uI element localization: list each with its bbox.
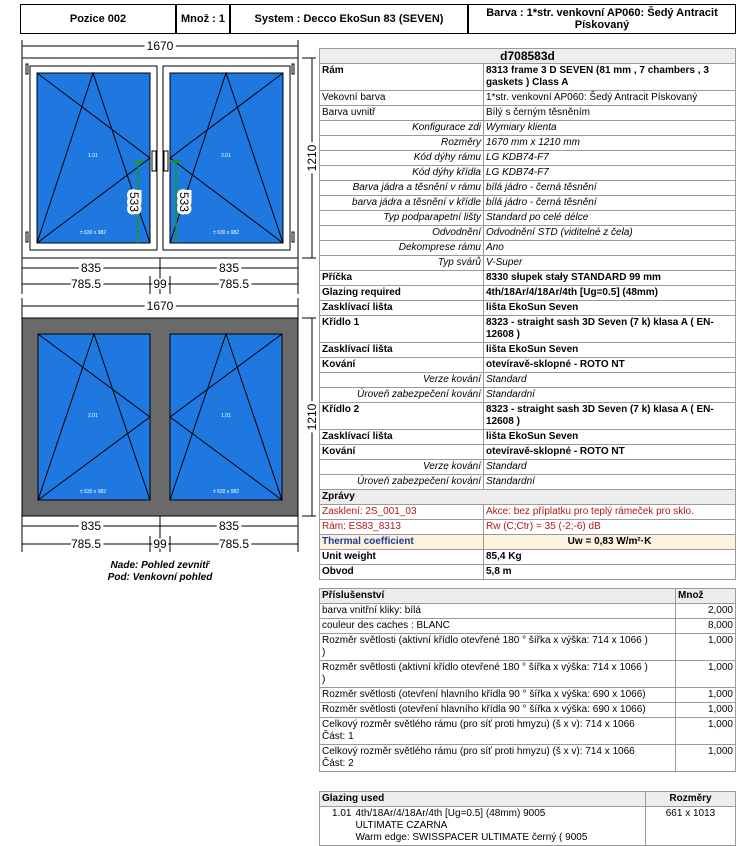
accessory-qty: 1,000 bbox=[676, 661, 736, 688]
accessory-qty: 8,000 bbox=[676, 619, 736, 634]
thermal-value: Uw = 0,83 W/m²·K bbox=[484, 535, 736, 550]
spec-row bbox=[320, 241, 736, 256]
dim-handle-right: 533 bbox=[177, 191, 191, 213]
dim-sash-left: 835 bbox=[80, 261, 102, 275]
spec-value: Wymiary klienta bbox=[484, 121, 736, 136]
dim-glass-left-b: 785.5 bbox=[70, 537, 102, 551]
spec-value: 4th/18Ar/4/18Ar/4th [Ug=0.5] (48mm) bbox=[484, 286, 736, 301]
accessory-row bbox=[320, 661, 736, 688]
spec-value: V-Super bbox=[484, 256, 736, 271]
spec-row bbox=[320, 166, 736, 181]
spec-key: Zasklívací lišta bbox=[320, 343, 484, 358]
accessory-name: Rozměr světlosti (aktivní křídlo otevřené 180 ° šířka x výška: 714 x 1066 ) ) bbox=[320, 661, 676, 688]
top-glass-size-left: ± 630 x 982 bbox=[79, 230, 107, 236]
accessories-table bbox=[319, 588, 736, 772]
spec-row bbox=[320, 388, 736, 403]
message-key: Zasklení: 2S_001_03 bbox=[320, 505, 484, 520]
unit-weight-label: Unit weight bbox=[320, 550, 484, 565]
spec-row bbox=[320, 445, 736, 460]
bottom-glass-size-left: ± 630 x 982 bbox=[79, 489, 107, 495]
spec-row bbox=[320, 430, 736, 445]
spec-row bbox=[320, 64, 736, 91]
spec-key: Barva uvnitř bbox=[320, 106, 484, 121]
dim-width-top: 1670 bbox=[146, 39, 174, 53]
spec-row bbox=[320, 151, 736, 166]
spec-key: Rozměry bbox=[320, 136, 484, 151]
accessory-row bbox=[320, 718, 736, 745]
spec-value: lišta EkoSun Seven bbox=[484, 343, 736, 358]
accessory-name: Celkový rozměr světlého rámu (pro síť proti hmyzu) (š x v): 714 x 1066 Část: 1 bbox=[320, 718, 676, 745]
zpravy-header: Zprávy bbox=[320, 490, 736, 505]
window-drawing bbox=[0, 36, 320, 596]
spec-row bbox=[320, 286, 736, 301]
dim-sash-right: 835 bbox=[218, 261, 240, 275]
glazing-row bbox=[320, 807, 736, 846]
spec-key: Příčka bbox=[320, 271, 484, 286]
header-pozice: Pozice 002 bbox=[20, 4, 176, 34]
spec-row bbox=[320, 358, 736, 373]
caption-outside: Pod: Venkovní pohled bbox=[107, 572, 213, 583]
message-row bbox=[320, 505, 736, 520]
spec-row bbox=[320, 91, 736, 106]
spec-value: LG KDB74-F7 bbox=[484, 151, 736, 166]
spec-row bbox=[320, 256, 736, 271]
spec-key: Verze kování bbox=[320, 460, 484, 475]
accessory-qty: 1,000 bbox=[676, 718, 736, 745]
bottom-glass-size-right: ± 630 x 982 bbox=[212, 489, 240, 495]
dim-sash-left-b: 835 bbox=[80, 519, 102, 533]
spec-value: Standardní bbox=[484, 388, 736, 403]
accessory-name: Rozměr světlosti (otevření hlavního křídla 90 ° šířka x výška: 690 x 1066) bbox=[320, 703, 676, 718]
spec-row bbox=[320, 271, 736, 286]
header-barva: Barva : 1*str. venkovní AP060: Šedý Antracit Pískovaný bbox=[468, 4, 736, 34]
spec-value: lišta EkoSun Seven bbox=[484, 301, 736, 316]
spec-value: bílá jádro - černá těsnění bbox=[484, 181, 736, 196]
dim-height-top: 1210 bbox=[305, 144, 319, 172]
dim-glass-right-b: 785.5 bbox=[218, 537, 250, 551]
spec-value: Odvodnění STD (viditelné z čela) bbox=[484, 226, 736, 241]
dim-glass-right: 785.5 bbox=[218, 277, 250, 291]
top-label-right: 2.01 bbox=[221, 153, 231, 159]
dim-mullion: 99 bbox=[153, 277, 167, 291]
spec-row bbox=[320, 316, 736, 343]
accessory-row bbox=[320, 604, 736, 619]
header-system: System : Decco EkoSun 83 (SEVEN) bbox=[230, 4, 468, 34]
spec-value: 8313 frame 3 D SEVEN (81 mm , 7 chambers , 3 gaskets ) Class A bbox=[484, 64, 736, 91]
unit-weight-value: 85,4 Kg bbox=[484, 550, 736, 565]
spec-row bbox=[320, 301, 736, 316]
spec-value: 8323 - straight sash 3D Seven (7 k) klasa A ( EN-12608 ) bbox=[484, 316, 736, 343]
accessory-qty: 1,000 bbox=[676, 688, 736, 703]
dim-handle-left: 533 bbox=[127, 191, 141, 213]
accessory-row bbox=[320, 688, 736, 703]
spec-value: 1670 mm x 1210 mm bbox=[484, 136, 736, 151]
spec-row bbox=[320, 343, 736, 358]
spec-key: Vekovní barva bbox=[320, 91, 484, 106]
spec-row bbox=[320, 211, 736, 226]
spec-value: Standard bbox=[484, 460, 736, 475]
dim-height-bottom: 1210 bbox=[305, 403, 319, 431]
spec-key: Kování bbox=[320, 445, 484, 460]
top-label-left: 1.01 bbox=[88, 153, 98, 159]
accessory-row bbox=[320, 619, 736, 634]
top-glass-size-right: ± 630 x 982 bbox=[212, 230, 240, 236]
spec-key: Typ svárů bbox=[320, 256, 484, 271]
message-row bbox=[320, 520, 736, 535]
accessory-name: Celkový rozměr světlého rámu (pro síť proti hmyzu) (š x v): 714 x 1066 Část: 2 bbox=[320, 745, 676, 772]
spec-value: 8323 - straight sash 3D Seven (7 k) klasa A ( EN-12608 ) bbox=[484, 403, 736, 430]
spec-value: otevíravě-sklopné - ROTO NT bbox=[484, 445, 736, 460]
spec-key: Typ podparapetní lišty bbox=[320, 211, 484, 226]
glazing-id: 1.01 bbox=[320, 807, 354, 846]
accessory-name: barva vnitřní kliky: bílá bbox=[320, 604, 676, 619]
spec-value: Standard bbox=[484, 373, 736, 388]
spec-title: d708583d bbox=[320, 49, 736, 64]
header-mnoz: Množ : 1 bbox=[176, 4, 230, 34]
spec-row bbox=[320, 196, 736, 211]
accessory-qty: 2,000 bbox=[676, 604, 736, 619]
spec-row bbox=[320, 106, 736, 121]
bottom-label-right: 1.01 bbox=[221, 413, 231, 419]
spec-key: Konfigurace zdi bbox=[320, 121, 484, 136]
spec-key: Kód dýhy rámu bbox=[320, 151, 484, 166]
acc-title: Příslušenství bbox=[320, 589, 676, 604]
accessory-row bbox=[320, 745, 736, 772]
glazing-title: Glazing used bbox=[320, 792, 646, 807]
dim-width-bottom: 1670 bbox=[146, 299, 174, 313]
accessory-qty: 1,000 bbox=[676, 745, 736, 772]
glazing-table bbox=[319, 791, 736, 846]
spec-key: Křídlo 2 bbox=[320, 403, 484, 430]
spec-value: 1*str. venkovní AP060: Šedý Antracit Pískovaný bbox=[484, 91, 736, 106]
message-value: Rw (C;Ctr) = 35 (-2;-6) dB bbox=[484, 520, 736, 535]
spec-value: Standard po celé délce bbox=[484, 211, 736, 226]
spec-row bbox=[320, 373, 736, 388]
message-value: Akce: bez příplatku pro teplý rámeček pro sklo. bbox=[484, 505, 736, 520]
dim-sash-right-b: 835 bbox=[218, 519, 240, 533]
caption-inside: Nade: Pohled zevnitř bbox=[110, 560, 210, 571]
spec-key: Úroveň zabezpečení kování bbox=[320, 475, 484, 490]
bottom-label-left: 2.01 bbox=[88, 413, 98, 419]
spec-row bbox=[320, 475, 736, 490]
glazing-desc: 4th/18Ar/4/18Ar/4th [Ug=0.5] (48mm) 9005 ULTIMATE CZARNA Warm edge: SWISSPACER ULTIMATE černý ( 9005 bbox=[354, 807, 646, 846]
dim-mullion-b: 99 bbox=[153, 537, 167, 551]
obvod-value: 5,8 m bbox=[484, 565, 736, 580]
spec-key: Úroveň zabezpečení kování bbox=[320, 388, 484, 403]
accessory-qty: 1,000 bbox=[676, 634, 736, 661]
spec-row bbox=[320, 121, 736, 136]
spec-value: bílá jádro - černá těsnění bbox=[484, 196, 736, 211]
spec-value: Ano bbox=[484, 241, 736, 256]
spec-row bbox=[320, 181, 736, 196]
spec-key: Verze kování bbox=[320, 373, 484, 388]
spec-table bbox=[319, 48, 736, 580]
spec-row bbox=[320, 403, 736, 430]
spec-key: Zasklívací lišta bbox=[320, 301, 484, 316]
spec-key: Dekomprese rámu bbox=[320, 241, 484, 256]
spec-key: Glazing required bbox=[320, 286, 484, 301]
spec-row bbox=[320, 226, 736, 241]
dim-glass-left: 785.5 bbox=[70, 277, 102, 291]
thermal-label: Thermal coefficient bbox=[320, 535, 484, 550]
spec-key: Kód dýhy křídla bbox=[320, 166, 484, 181]
spec-key: Rám bbox=[320, 64, 484, 91]
spec-key: Barva jádra a těsnění v rámu bbox=[320, 181, 484, 196]
glazing-dims-header: Rozměry bbox=[646, 792, 736, 807]
accessory-name: Rozměr světlosti (aktivní křídlo otevřené 180 ° šířka x výška: 714 x 1066 ) ) bbox=[320, 634, 676, 661]
glazing-dims: 661 x 1013 bbox=[646, 807, 736, 846]
spec-row bbox=[320, 460, 736, 475]
spec-key: Křídlo 1 bbox=[320, 316, 484, 343]
spec-key: Odvodnění bbox=[320, 226, 484, 241]
accessory-row bbox=[320, 703, 736, 718]
spec-value: LG KDB74-F7 bbox=[484, 166, 736, 181]
spec-value: otevíravě-sklopné - ROTO NT bbox=[484, 358, 736, 373]
accessory-name: Rozměr světlosti (otevření hlavního křídla 90 ° šířka x výška: 690 x 1066) bbox=[320, 688, 676, 703]
spec-value: Bílý s černým těsněním bbox=[484, 106, 736, 121]
spec-value: Standardní bbox=[484, 475, 736, 490]
spec-key: Zasklívací lišta bbox=[320, 430, 484, 445]
spec-key: barva jádra a těsnění v křídle bbox=[320, 196, 484, 211]
spec-value: 8330 słupek stały STANDARD 99 mm bbox=[484, 271, 736, 286]
obvod-label: Obvod bbox=[320, 565, 484, 580]
accessory-name: couleur des caches : BLANC bbox=[320, 619, 676, 634]
accessory-qty: 1,000 bbox=[676, 703, 736, 718]
spec-value: lišta EkoSun Seven bbox=[484, 430, 736, 445]
spec-row bbox=[320, 136, 736, 151]
acc-qty-header: Množ bbox=[676, 589, 736, 604]
message-key: Rám: ES83_8313 bbox=[320, 520, 484, 535]
accessory-row bbox=[320, 634, 736, 661]
spec-key: Kování bbox=[320, 358, 484, 373]
